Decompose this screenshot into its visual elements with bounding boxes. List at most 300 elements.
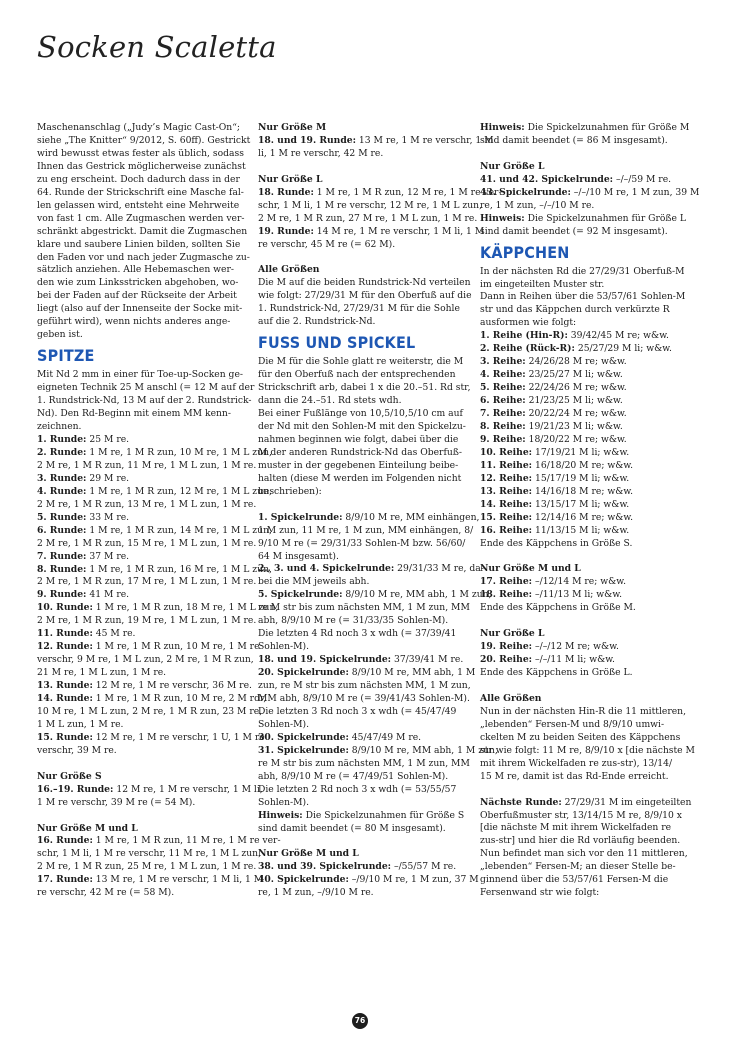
row-text: abh, 8/9/10 M re (= 31/33/35 Sohlen-M). [258,615,449,627]
row-text: 15/17/19 M li; w&w. [532,472,630,484]
row-label: 20. Reihe: [480,654,533,666]
row-text: 2 M re, 1 M R zun, 19 M re, 1 M L zun, 1 M re. [37,615,257,627]
text-line: im eingeteilten Muster str. [480,278,605,290]
row-label: 1. Spickelrunde: [258,511,343,523]
row-text: 29/31/33 M re, da- [394,563,484,575]
size-l-rows-3 [480,174,715,239]
instruction-row [480,499,715,512]
text-line: klare und saubere Linien bilden, sollten Sie [37,238,241,250]
row-text: –/–/59 M re. [613,173,672,185]
row-text: re M str bis zum nächsten MM, 1 M zun, MM [258,757,470,769]
instruction-row [480,654,715,667]
row-label: 6. Runde: [37,524,87,536]
instruction-row [480,797,715,901]
row-label: Hinweis: [480,212,525,224]
kaeppchen-text [480,266,715,331]
row-text: Die letzten 2 Rd noch 3 x wdh (= 53/55/57 [258,783,457,795]
subheading-size-m: Nur Größe M [258,122,327,133]
instruction-row [37,524,272,551]
row-label: 16. Reihe: [480,524,533,536]
instruction-row [480,174,715,187]
row-text: verschr, 39 M re. [37,744,117,756]
instruction-row [37,434,250,447]
text-line: Maschenanschlag („Judy’s Magic Cast-On“; [37,122,241,133]
row-text: 14 M re, 1 M re verschr, 1 M li, 1 M [313,225,485,237]
row-text: 13 M re, 1 M re verschr, 1 M [356,134,494,146]
subheading-size-ml-2: Nur Größe M und L [258,848,359,860]
subheading-size-s: Nur Größe S [37,770,102,782]
text-line: 64. Runde der Strickschrift eine Masche fal- [37,186,244,198]
row-label: 4. Reihe: [480,369,526,381]
text-line: zu eng erscheint. Doch dadurch dass in der [37,173,240,185]
row-label: 13. Reihe: [480,485,533,497]
text-line: 1. Rundstrick-Nd, 27/29/31 M für die Sohle [258,303,460,315]
row-text: Nun befindet man sich vor den 11 mittleren, [480,848,688,860]
text-line: zeichnen. [37,421,82,433]
text-line: „lebenden“ Fersen-M und 8/9/10 umwi- [480,718,665,730]
instruction-row [480,187,715,213]
row-text: 37/39/41 M re. [391,654,464,666]
row-text: 8/9/10 M re, MM abh, 1 M [348,667,476,679]
instruction-row [480,122,715,148]
text-line: dann die 24.–51. Rd stets wdh. [258,395,402,407]
text-line: muster in der gegebenen Einteilung beibe- [258,459,459,471]
row-text: 8/9/10 M re, MM einhängen, [342,511,480,523]
instruction-row [480,369,715,382]
page-title: Socken Scaletta [37,30,277,64]
row-text: re, 1 M zun, –/9/10 M re. [258,887,374,899]
row-label: 2. Reihe (Rück-R): [480,343,575,355]
row-text: Die Spickelzunahmen für Größe L [524,212,687,224]
kaeppchen-end-s: Ende des Käppchens in Größe S. [480,537,633,549]
kaeppchen-end-m: Ende des Käppchens in Größe M. [480,602,636,614]
text-line: auf die 2. Rundstrick-Nd. [258,316,376,328]
row-label: 16.–19. Runde: [37,783,114,795]
instruction-row [37,641,260,680]
text-line: ckelten M zu beiden Seiten des Käppchens [480,731,681,743]
row-label: 18. und 19. Runde: [258,134,357,146]
row-text: 37 M re. [86,550,130,562]
row-label: 2. Runde: [37,446,87,458]
instruction-row [258,589,492,654]
row-label: 1. Runde: [37,433,87,445]
spitze-rows [37,433,279,758]
row-text: 2 M re, 1 M R zun, 11 M re, 1 M L zun, 1 M re. [37,459,257,471]
row-label: 9. Runde: [37,589,87,601]
row-text: 1 M re verschr, 39 M re (= 54 M). [37,796,196,808]
row-text: 12 M re, 1 M re verschr, 1 M li, [113,783,263,795]
row-text: –/55/57 M re. [391,861,457,873]
row-label: 19. Reihe: [480,641,533,653]
section-heading-kaeppchen: KÄPPCHEN [480,242,570,262]
all-sizes-text-3 [480,706,715,784]
row-text: re M str bis zum nächsten MM, 1 M zun, MM [258,602,470,614]
text-line: Bei einer Fußlänge von 10,5/10,5/10 cm auf [258,408,463,420]
subheading-size-l-3b: Nur Größe L [480,628,545,640]
instruction-row [480,486,715,499]
row-text: Die Spickelzunahmen für Größe M [524,122,690,133]
size-l-rows-3b [480,641,715,667]
row-label: 30. Spickelrunde: [258,731,349,743]
instruction-row [480,512,715,525]
instruction-row [480,421,715,434]
row-text: 1 M re, 1 M R zun, 18 M re, 1 M L zun, [92,602,279,614]
row-text: 12 M re, 1 M re verschr, 36 M re. [92,680,252,692]
instruction-row [258,225,485,252]
row-text: 16/18/20 M re; w&w. [532,459,634,471]
row-label: 12. Runde: [37,641,93,653]
size-ml-rows-3 [480,576,715,602]
row-text: [die nächste M mit ihrem Wickelfaden re [480,822,672,834]
row-label: 5. Spickelrunde: [258,589,343,601]
instruction-row [480,330,715,343]
instruction-row [480,343,715,356]
row-label: 7. Runde: [37,550,87,562]
text-line: Die M auf die beiden Rundstrick-Nd verteilen [258,277,471,289]
text-line: liegt (also auf der Innenseite der Socke mit- [37,303,243,315]
instruction-row [37,628,250,641]
text-line: siehe „The Knitter“ 9/2012, S. 60ff). Gestrickt [37,134,251,146]
row-text: schr, 1 M li, 1 M re verschr, 12 M re, 1 M L zun, [258,199,482,211]
instruction-row [258,874,479,900]
row-label: 18. Reihe: [480,589,533,601]
row-text: 8/9/10 M re, MM abh, 1 M zun, [348,744,498,756]
row-text: Sohlen-M). [258,718,310,730]
row-label: 19. Runde: [258,225,314,237]
text-line: str und das Käppchen durch verkürzte R [480,304,670,316]
row-label: 8. Runde: [37,563,87,575]
instruction-row [258,186,502,226]
subheading-size-l: Nur Größe L [258,173,323,185]
row-label: 17. Reihe: [480,576,533,588]
instruction-row [37,680,250,693]
row-text: Fersenwand str wie folgt: [480,887,600,899]
row-text: schr, 1 M li, 1 M re verschr, 11 M re, 1 M L zun, [37,848,261,860]
text-line: Dann in Reihen über die 53/57/61 Sohlen-M [480,291,686,303]
row-text: –/–/12 M re; w&w. [532,641,619,653]
row-text: 25/27/29 M li; w&w. [574,343,672,355]
row-label: 11. Reihe: [480,459,533,471]
row-text: 45/47/49 M re. [348,731,422,743]
row-text: 1 M re, 1 M R zun, 16 M re, 1 M L zun, [86,563,272,575]
row-label: Hinweis: [480,122,525,133]
row-label: 40. Spickelrunde: [258,874,349,886]
row-text: 8/9/10 M re, MM abh, 1 M zun, [342,589,492,601]
row-text: 1 M re, 1 M R zun, 12 M re, 1 M re ver- [313,186,502,198]
row-text: Sohlen-M). [258,641,310,653]
row-text: 21/23/25 M li; w&w. [525,395,623,407]
row-label: 6. Reihe: [480,395,526,407]
row-text: –/–/11 M li; w&w. [532,654,615,666]
text-line: wie folgt: 27/29/31 M für den Oberfuß auf die [258,290,472,302]
text-line: Strickschrift arb, dabei 1 x die 20.–51. Rd str, [258,382,471,394]
row-label: 16. Runde: [37,835,93,847]
row-text: 18/20/22 M re; w&w. [525,433,627,445]
instruction-row [37,589,250,602]
row-text: li, 1 M re verschr, 42 M re. [258,147,384,159]
text-line: str wie folgt: 11 M re, 8/9/10 x [die nächste M [480,744,695,756]
row-text: Die letzten 3 Rd noch 3 x wdh (= 45/47/49 [258,705,457,717]
row-label: 10. Runde: [37,602,93,614]
instruction-row [480,447,715,460]
text-line: Nun in der nächsten Hin-R die 11 mittleren, [480,705,687,717]
row-text: 11/13/15 M li; w&w. [532,524,630,536]
spickel-rows [258,511,498,836]
hint-size-m [480,122,715,148]
subheading-all-sizes: Alle Größen [258,264,320,276]
row-label: 12. Reihe: [480,472,533,484]
instruction-row [480,576,715,589]
row-text: 10 M re, 1 M L zun, 2 M re, 1 M R zun, 23 M re, [37,705,263,717]
text-line: Nd). Den Rd-Beginn mit einem MM kenn- [37,408,231,420]
instruction-row [258,809,465,836]
text-line: schränkt abgestrickt. Damit die Zugmaschen [37,225,248,237]
text-line: ausformen wie folgt: [480,317,577,329]
subheading-size-l-3: Nur Größe L [480,160,545,172]
row-label: 43. Spickelrunde: [480,186,571,198]
row-text: 13 M re, 1 M re verschr, 1 M li, 1 M [92,874,264,886]
size-ml-rows-2 [258,861,479,900]
spitze-intro [37,369,255,434]
row-text: 29 M re. [86,472,130,484]
row-text: MM abh, 8/9/10 M re (= 39/41/43 Sohlen-M). [258,692,470,704]
text-line: Ihnen das Gestrick möglicherweise zunächst [37,160,246,172]
text-line: der Nd mit den Sohlen-M mit den Spickelzu- [258,420,466,432]
row-text: 1 M L zun, 1 M re. [37,718,124,730]
text-line: den wie zum Linksstricken abgehoben, wo- [37,277,239,289]
row-text: 1 M re, 1 M R zun, 14 M re, 1 M L zun, [86,524,272,536]
instruction-row [37,551,250,564]
size-ml-rows [37,835,281,900]
row-text: 2 M re, 1 M R zun, 27 M re, 1 M L zun, 1 M re. [258,212,478,224]
all-sizes-text [258,277,472,329]
section-heading-spitze: SPITZE [37,346,95,366]
row-text: 20/22/24 M re; w&w. [525,408,627,420]
text-line: nahmen beginnen wie folgt, dabei über die [258,433,459,445]
size-m-row [258,134,494,161]
instruction-row [258,511,480,564]
text-line: mit ihrem Wickelfaden re zus-str), 13/14/ [480,757,673,769]
row-text: 27/29/31 M im eingeteilten [561,796,692,808]
kaeppchen-end-l: Ende des Käppchens in Größe L. [480,667,633,679]
text-line: geben ist. [37,329,83,341]
column-3 [480,122,715,900]
row-label: 41. und 42. Spickelrunde: [480,173,614,185]
kaeppchen-rows [480,330,715,537]
row-text: 21 M re, 1 M L zun, 1 M re. [37,667,167,679]
text-line: den Faden vor und nach jeder Zugmasche zu- [37,251,250,263]
instruction-row [37,485,272,512]
row-text: 2 M re, 1 M R zun, 17 M re, 1 M L zun, 1 M re. [37,576,257,588]
row-text: 23/25/27 M li; w&w. [525,369,623,381]
row-text: sind damit beendet (= 86 M insgesamt). [480,134,668,146]
text-line: Mit Nd 2 mm in einer für Toe-up-Socken ge- [37,369,243,381]
row-label: 3. Runde: [37,472,87,484]
text-line: sätzlich anziehen. Alle Hebemaschen wer- [37,264,234,276]
row-text: 19/21/23 M li; w&w. [525,421,623,432]
text-line: Die M für die Sohle glatt re weiterstr, die M [258,356,464,368]
row-text: Oberfußmuster str, 13/14/15 M re, 8/9/10 x [480,809,682,821]
row-label: 31. Spickelrunde: [258,744,349,756]
row-text: 1 M zun, 11 M re, 1 M zun, MM einhängen, 8/ [258,524,474,536]
row-label: 20. Spickelrunde: [258,667,349,679]
text-line: In der nächsten Rd die 27/29/31 Oberfuß-M [480,265,685,277]
row-label: Nächste Runde: [480,796,562,808]
row-text: –/11/13 M li; w&w. [532,589,623,601]
row-text: 25 M re. [86,433,130,445]
text-line: M der anderen Rundstrick-Nd das Oberfuß- [258,446,462,458]
instruction-row [480,356,715,369]
row-text: sind damit beendet (= 80 M insgesamt). [258,822,446,834]
instruction-row [37,563,272,590]
row-text: Die Spickelzunahmen für Größe S [302,809,465,821]
row-label: 5. Reihe: [480,382,526,394]
row-label: 15. Reihe: [480,511,533,523]
row-label: 15. Runde: [37,731,93,743]
row-text: 22/24/26 M re; w&w. [525,382,627,394]
instruction-row [480,525,715,538]
row-text: 33 M re. [86,511,130,523]
row-text: 24/26/28 M re; w&w. [525,356,627,368]
row-text: 2 M re, 1 M R zun, 25 M re, 1 M L zun, 1 M re. [37,861,257,873]
row-text: sind damit beendet (= 92 M insgesamt). [480,225,668,237]
text-line: eigneten Technik 25 M anschl (= 12 M auf der [37,382,255,394]
text-line: halten (diese M werden im Folgenden nicht [258,472,462,484]
row-label: 5. Runde: [37,511,87,523]
instruction-row [480,641,715,654]
row-text: –/9/10 M re, 1 M zun, 37 M [348,874,479,886]
row-text: 9/10 M re (= 29/31/33 Sohlen-M bzw. 56/60/ [258,537,466,549]
row-text: 39/42/45 M re; w&w. [567,330,669,342]
row-label: 13. Runde: [37,680,93,692]
instruction-row [258,134,494,161]
subheading-size-ml: Nur Größe M und L [37,822,138,834]
text-line: für den Oberfuß nach der entsprechenden [258,369,456,381]
instruction-row [258,861,457,874]
text-line: geführt wird), wenn nichts anderes ange- [37,316,231,328]
instruction-row [480,395,715,408]
instruction-row [258,654,464,667]
row-label: 11. Runde: [37,628,93,640]
row-text: 13/15/17 M li; w&w. [532,498,630,510]
text-line: bei der Faden auf der Rückseite der Arbeit [37,290,237,302]
row-text: verschr, 9 M re, 1 M L zun, 2 M re, 1 M R zun, [37,654,254,666]
instruction-row [258,667,476,732]
row-label: 1. Reihe (Hin-R): [480,330,568,342]
instruction-row [37,512,250,525]
subheading-size-ml-3: Nur Größe M und L [480,563,581,575]
instruction-row [37,446,272,473]
row-text: 12 M re, 1 M re verschr, 1 U, 1 M re [92,731,265,743]
row-text: „lebenden“ Fersen-M; an dieser Stelle be- [480,861,676,873]
text-line: wird bewusst etwas fester als üblich, sodass [37,147,244,159]
row-text: Die letzten 4 Rd noch 3 x wdh (= 37/39/41 [258,628,457,640]
row-text: 41 M re. [86,589,130,601]
instruction-row [258,732,454,745]
text-line: von fast 1 cm. Alle Zugmaschen werden ver- [37,212,245,224]
instruction-row [258,563,484,589]
instruction-row [480,213,715,239]
row-text: 1 M re, 1 M R zun, 10 M re, 2 M rdr, [92,693,267,705]
size-l-rows [258,186,502,252]
row-text: –/–/10 M re, 1 M zun, 39 M [570,186,700,198]
row-text: re verschr, 42 M re (= 58 M). [37,887,175,899]
row-label: 2., 3. und 4. Spickelrunde: [258,563,395,575]
next-round-row [480,797,715,901]
subheading-all-sizes-3: Alle Größen [480,692,542,704]
instruction-row [480,460,715,473]
row-text: 1 M re, 1 M R zun, 10 M re, 1 M L zun, [86,446,272,458]
row-text: Sohlen-M). [258,796,310,808]
instruction-row [37,473,250,486]
row-text: re, 1 M zun, –/–/10 M re. [480,199,595,211]
row-label: 17. Runde: [37,874,93,886]
size-s-row [37,783,263,810]
row-label: Hinweis: [258,809,303,821]
row-label: 10. Reihe: [480,446,533,458]
page-number: 76 [352,1013,368,1029]
intro-paragraph [37,122,250,342]
row-label: 14. Reihe: [480,498,533,510]
instruction-row [37,693,267,732]
row-text: 17/19/21 M li; w&w. [532,446,630,458]
row-label: 18. Runde: [258,186,314,198]
row-text: zun, re M str bis zum nächsten MM, 1 M zun, [258,680,471,692]
row-text: 64 M insgesamt). [258,550,339,562]
instruction-row [37,874,264,900]
section-heading-fuss: FUSS UND SPICKEL [258,333,416,353]
column-2 [258,122,502,900]
row-text: abh, 8/9/10 M re (= 47/49/51 Sohlen-M). [258,770,449,782]
fuss-text [258,356,471,498]
instruction-row [37,731,265,758]
row-text: 1 M re, 1 M R zun, 10 M re, 1 M re [92,641,260,653]
row-label: 14. Runde: [37,693,93,705]
row-text: 14/16/18 M re; w&w. [532,485,634,497]
text-line: 15 M re, damit ist das Rd-Ende erreicht. [480,770,669,782]
row-text: re verschr, 45 M re (= 62 M). [258,238,396,250]
row-label: 9. Reihe: [480,433,526,445]
instruction-row [37,602,279,628]
text-line: len gelassen wird, entsteht eine Mehrweite [37,199,240,211]
text-line: 1. Rundstrick-Nd, 13 M auf der 2. Rundstrick- [37,395,252,407]
instruction-row [37,835,281,874]
instruction-row [480,473,715,486]
instruction-row [480,408,715,421]
row-label: 4. Runde: [37,485,87,497]
instruction-row [258,744,498,810]
row-label: 7. Reihe: [480,408,526,420]
row-text: zus-str] und hier die Rd vorläufig beenden. [480,835,681,847]
row-text: bei die MM jeweils abh. [258,576,370,588]
row-text: 45 M re. [92,628,136,640]
row-text: 12/14/16 M re; w&w. [532,511,634,523]
instruction-row [37,783,263,810]
row-text: 1 M re, 1 M R zun, 12 M re, 1 M L zun, [86,485,272,497]
row-label: 18. und 19. Spickelrunde: [258,654,392,666]
row-text: 1 M re, 1 M R zun, 11 M re, 1 M re ver- [92,835,281,847]
instruction-row [480,434,715,447]
row-text: ginnend über die 53/57/61 Fersen-M die [480,874,669,886]
instruction-row [480,382,715,395]
row-label: 8. Reihe: [480,421,526,432]
row-text: 2 M re, 1 M R zun, 13 M re, 1 M L zun, 1 M re. [37,498,257,510]
row-text: –/12/14 M re; w&w. [532,576,626,588]
row-label: 38. und 39. Spickelrunde: [258,861,392,873]
row-label: 3. Reihe: [480,356,526,368]
text-line: beschrieben): [258,485,322,497]
instruction-row [480,589,715,602]
